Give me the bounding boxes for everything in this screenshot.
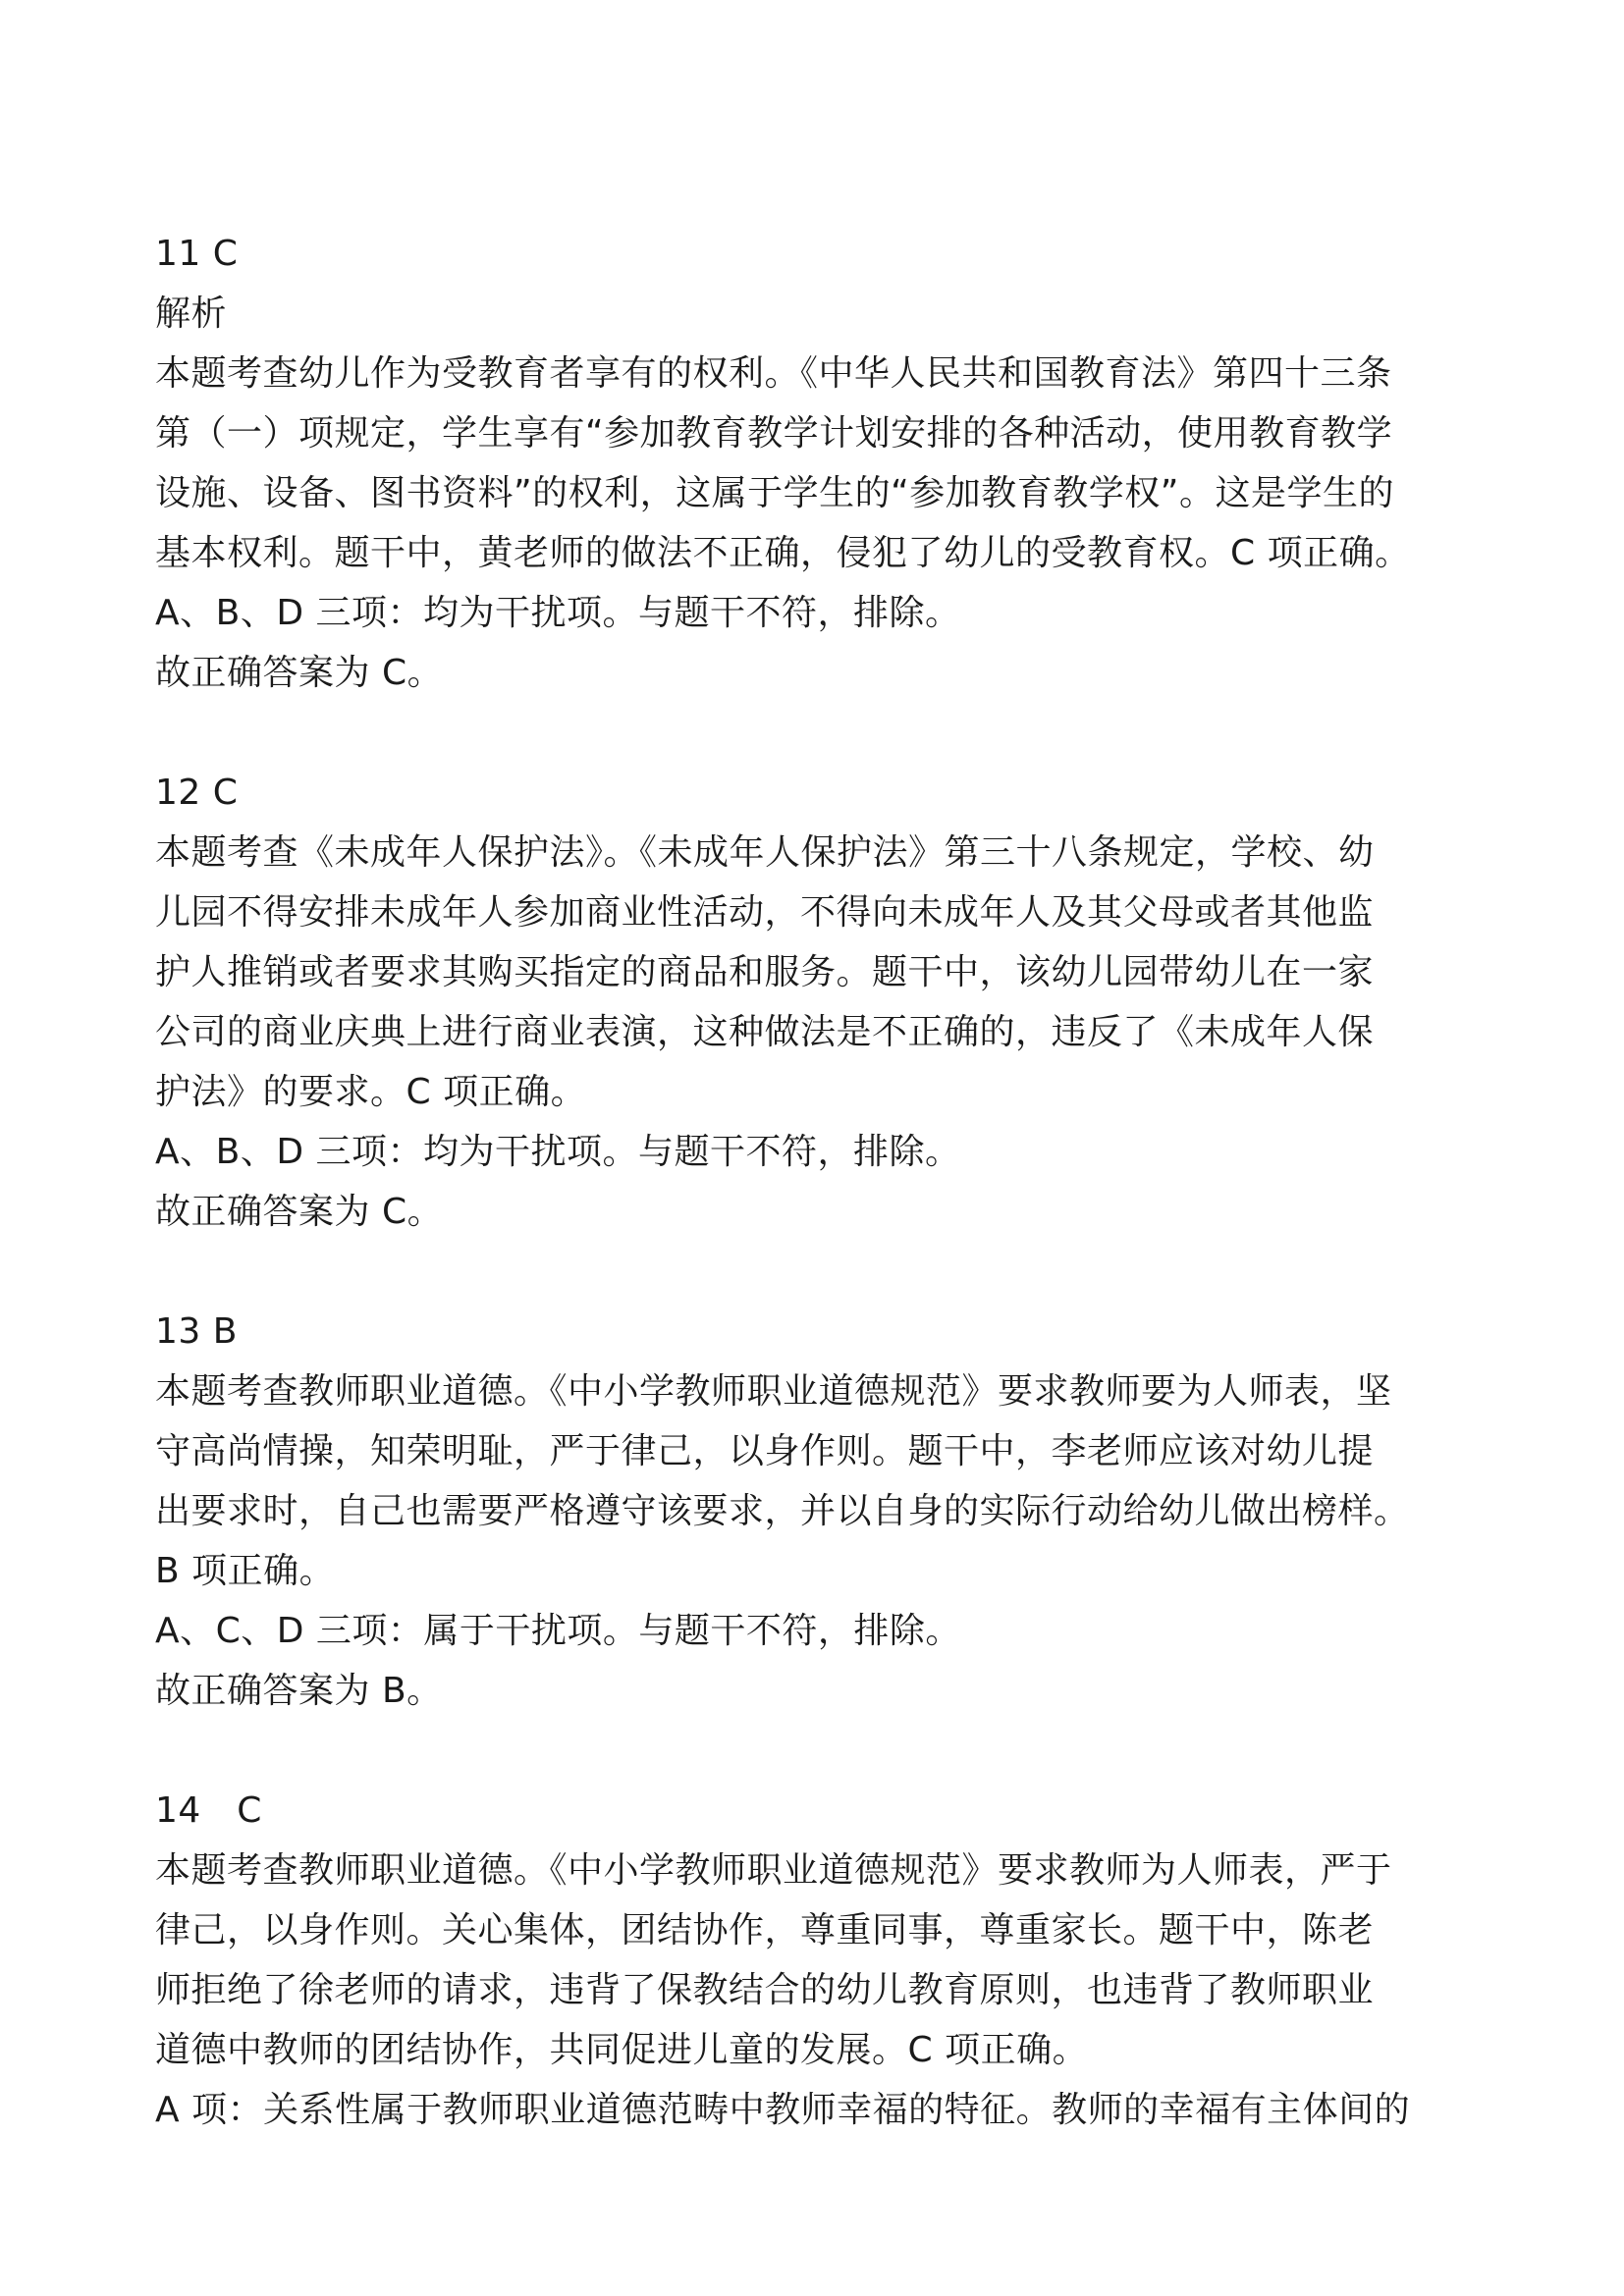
explanation-line: 设施、设备、图书资料”的权利，这属于学生的“参加教育教学权”。这是学生的 xyxy=(155,473,1394,513)
section-spacer xyxy=(155,1721,1476,1781)
question-number-answer: 14 C xyxy=(155,1790,262,1831)
explanation-line: 律己，以身作则。关心集体，团结协作，尊重同事，尊重家长。题干中，陈老 xyxy=(155,1910,1375,1950)
explanation-line: 基本权利。题干中，黄老师的做法不正确，侵犯了幼儿的受教育权。C 项正确。 xyxy=(155,533,1411,573)
correct-answer-line: 故正确答案为 B。 xyxy=(155,1671,443,1711)
explanation-line: 第（一）项规定，学生享有“参加教育教学计划安排的各种活动，使用教育教学 xyxy=(155,413,1393,454)
explanation-line: A 项：关系性属于教师职业道德范畴中教师幸福的特征。教师的幸福有主体间的 xyxy=(155,2090,1411,2130)
correct-answer-line: 故正确答案为 C。 xyxy=(155,653,444,693)
explanation-line: 本题考查《未成年人保护法》。《未成年人保护法》第三十八条规定，学校、幼 xyxy=(155,832,1375,873)
explanation-line: 本题考查教师职业道德。《中小学教师职业道德规范》要求教师要为人师表，坚 xyxy=(155,1371,1392,1412)
distractor-note: A、C、D 三项：属于干扰项。与题干不符，排除。 xyxy=(155,1611,961,1651)
explanation-line: 本题考查幼儿作为受教育者享有的权利。《中华人民共和国教育法》第四十三条 xyxy=(155,353,1392,394)
answer-section-12 xyxy=(155,763,1476,1242)
explanation-line: 护法》的要求。C 项正确。 xyxy=(155,1072,587,1112)
explanation-line: 护人推销或者要求其购买指定的商品和服务。题干中，该幼儿园带幼儿在一家 xyxy=(155,952,1375,992)
explanation-line: 守高尚情操，知荣明耻，严于律己，以身作则。题干中，李老师应该对幼儿提 xyxy=(155,1431,1375,1471)
section-spacer xyxy=(155,703,1476,763)
question-number-answer: 11 C xyxy=(155,234,239,274)
distractor-note: A、B、D 三项：均为干扰项。与题干不符，排除。 xyxy=(155,593,961,633)
explanation-line: 本题考查教师职业道德。《中小学教师职业道德规范》要求教师为人师表，严于 xyxy=(155,1850,1392,1891)
answer-section-13 xyxy=(155,1302,1476,1721)
explanation-heading: 解析 xyxy=(155,294,228,334)
explanation-line: B 项正确。 xyxy=(155,1551,336,1591)
distractor-note: A、B、D 三项：均为干扰项。与题干不符，排除。 xyxy=(155,1132,961,1172)
explanation-line: 师拒绝了徐老师的请求，违背了保教结合的幼儿教育原则，也违背了教师职业 xyxy=(155,1970,1375,2010)
question-number-answer: 13 B xyxy=(155,1311,238,1352)
explanation-line: 公司的商业庆典上进行商业表演，这种做法是不正确的，违反了《未成年人保 xyxy=(155,1012,1375,1052)
answer-section-14 xyxy=(155,1781,1476,2140)
explanation-line: 儿园不得安排未成年人参加商业性活动，不得向未成年人及其父母或者其他监 xyxy=(155,892,1375,933)
answer-section-11 xyxy=(155,224,1476,703)
section-spacer xyxy=(155,1242,1476,1302)
answer-explanations xyxy=(155,224,1476,2140)
question-number-answer: 12 C xyxy=(155,773,239,813)
explanation-line: 道德中教师的团结协作，共同促进儿童的发展。C 项正确。 xyxy=(155,2030,1089,2070)
explanation-line: 出要求时，自己也需要严格遵守该要求，并以自身的实际行动给幼儿做出榜样。 xyxy=(155,1491,1410,1531)
correct-answer-line: 故正确答案为 C。 xyxy=(155,1192,444,1232)
